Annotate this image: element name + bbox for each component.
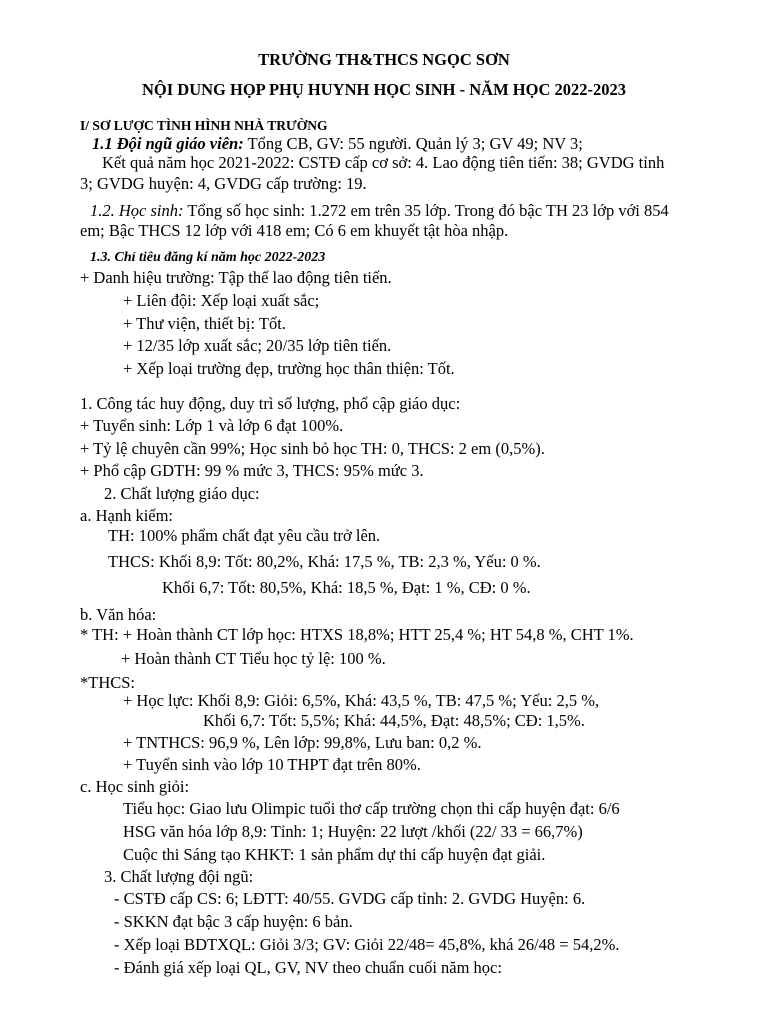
part3-item: - CSTĐ cấp CS: 6; LĐTT: 40/55. GVDG cấp tỉnh: 2. GVDG Huyện: 6. [114,889,586,908]
school-name: TRƯỜNG TH&THCS NGỌC SƠN [258,50,510,69]
target-item: + Xếp loại trường đẹp, trường học thân thiện: Tốt. [123,359,455,378]
culture-heading: b. Văn hóa: [80,605,157,624]
part1-item: + Tỷ lệ chuyên cần 99%; Học sinh bỏ học TH: 0, THCS: 2 em (0,5%). [80,439,545,458]
part3-item: - Đánh giá xếp loại QL, GV, NV theo chuẩn cuối năm học: [114,958,502,977]
students-text: Tổng số học sinh: 1.272 em trên 35 lớp. Trong đó bậc TH 23 lớp với 854 [183,201,669,220]
culture-thcs-2: Khối 6,7: Tốt: 5,5%; Khá: 44,5%, Đạt: 48,5%; CĐ: 1,5%. [203,711,585,730]
page-title: NỘI DUNG HỌP PHỤ HUYNH HỌC SINH - NĂM HỌC 2022-2023 [142,80,626,99]
target-item: + Thư viện, thiết bị: Tốt. [123,314,286,333]
section-heading: I/ SƠ LƯỢC TÌNH HÌNH NHÀ TRƯỜNG [80,118,328,133]
part3-heading: 3. Chất lượng đội ngũ: [104,867,254,886]
teachers-line-2: Kết quả năm học 2021-2022: CSTĐ cấp cơ sở: 4. Lao động tiên tiến: 38; GVDG tỉnh [102,153,665,172]
culture-th-2: + Hoàn thành CT Tiểu học tỷ lệ: 100 %. [121,649,386,668]
culture-thcs-4: + Tuyển sinh vào lớp 10 THPT đạt trên 80%. [123,755,421,774]
conduct-thcs-1: THCS: Khối 8,9: Tốt: 80,2%, Khá: 17,5 %, TB: 2,3 %, Yếu: 0 %. [108,552,541,571]
target-item: + Liên đội: Xếp loại xuất sắc; [123,291,320,310]
targets-heading: 1.3. Chỉ tiêu đăng kí năm học 2022-2023 [90,250,326,265]
gifted-line-2: HSG văn hóa lớp 8,9: Tỉnh: 1; Huyện: 22 lượt /khối (22/ 33 = 66,7%) [123,822,583,841]
students-label: 1.2. Học sinh: [90,201,184,220]
teachers-label: 1.1 Đội ngũ giáo viên: [92,134,244,153]
culture-thcs-3: + TNTHCS: 96,9 %, Lên lớp: 99,8%, Lưu ban: 0,2 %. [123,733,482,752]
students-line-1 [90,201,669,221]
part1-item: + Phổ cập GDTH: 99 % mức 3, THCS: 95% mức 3. [80,461,424,480]
conduct-heading: a. Hạnh kiểm: [80,506,174,525]
teachers-text: Tổng CB, GV: 55 người. Quản lý 3; GV 49; NV 3; [243,134,583,153]
conduct-thcs-2: Khối 6,7: Tốt: 80,5%, Khá: 18,5 %, Đạt: 1 %, CĐ: 0 %. [162,578,531,597]
gifted-heading: c. Học sinh giỏi: [80,777,190,796]
teachers-line-3: 3; GVDG huyện: 4, GVDG cấp trường: 19. [80,174,367,193]
gifted-line-3: Cuộc thi Sáng tạo KHKT: 1 sản phẩm dự thi cấp huyện đạt giải. [123,845,546,864]
part2-heading: 2. Chất lượng giáo dục: [104,484,260,503]
part1-item: + Tuyển sinh: Lớp 1 và lớp 6 đạt 100%. [80,416,344,435]
students-line-2: em; Bậc THCS 12 lớp với 418 em; Có 6 em khuyết tật hòa nhập. [80,221,509,240]
culture-thcs-label: *THCS: [80,673,136,692]
teachers-line-1 [92,134,583,154]
culture-th-1: * TH: + Hoàn thành CT lớp học: HTXS 18,8%; HTT 25,4 %; HT 54,8 %, CHT 1%. [80,625,634,644]
conduct-th: TH: 100% phẩm chất đạt yêu cầu trở lên. [108,526,381,545]
part3-item: - Xếp loại BDTXQL: Giỏi 3/3; GV: Giỏi 22/48= 45,8%, khá 26/48 = 54,2%. [114,935,620,954]
culture-thcs-1: + Học lực: Khối 8,9: Giỏi: 6,5%, Khá: 43,5 %, TB: 47,5 %; Yếu: 2,5 %, [123,691,600,710]
part3-item: - SKKN đạt bậc 3 cấp huyện: 6 bản. [114,912,353,931]
target-item: + 12/35 lớp xuất sắc; 20/35 lớp tiên tiến. [123,336,392,355]
part1-heading: 1. Công tác huy động, duy trì số lượng, phổ cập giáo dục: [80,394,461,413]
target-item: + Danh hiệu trường: Tập thể lao động tiên tiến. [80,268,392,287]
gifted-line-1: Tiểu học: Giao lưu Olimpic tuổi thơ cấp trường chọn thi cấp huyện đạt: 6/6 [123,799,620,818]
